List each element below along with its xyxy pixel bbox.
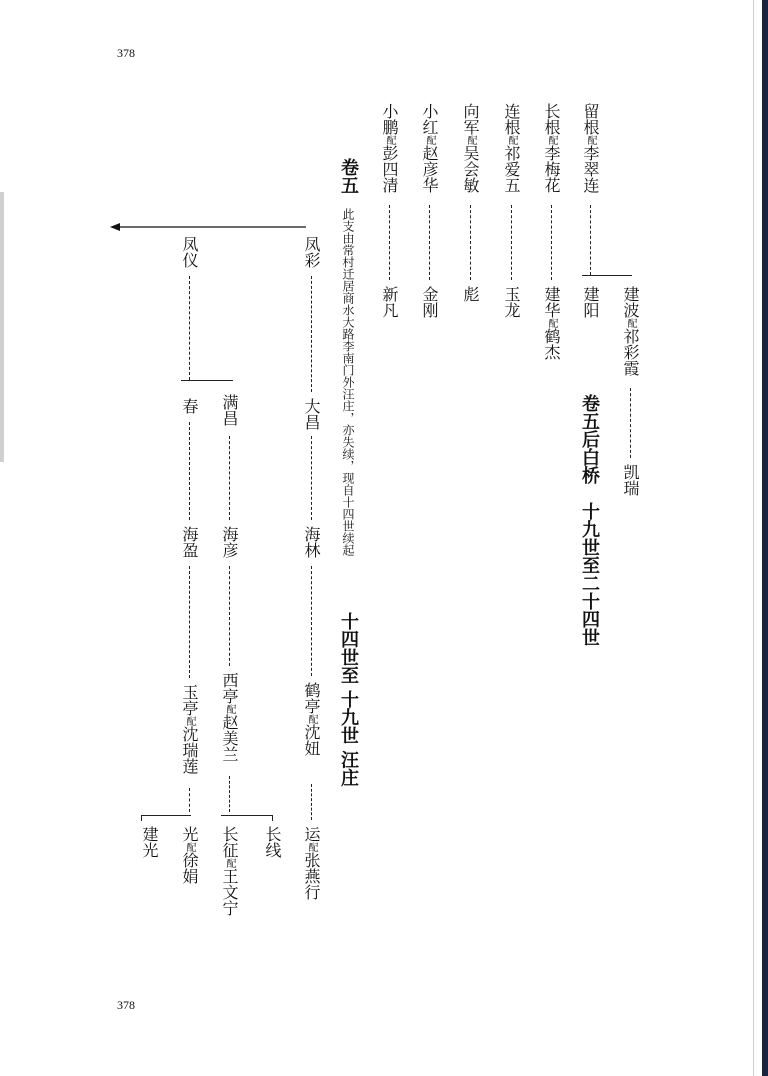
person-heting: 鹤亭配沈妞 [302, 682, 321, 756]
bracket-liugen-sons [582, 275, 632, 276]
line-xiaohong [429, 205, 430, 280]
person-liugen: 留根配李翠连 [581, 103, 600, 193]
line-jianbo [630, 388, 631, 458]
line-changgen [551, 205, 552, 280]
line-xiangjun [470, 205, 471, 280]
person-jianbo: 建波配祁彩霞 [621, 286, 640, 376]
person-yulong: 玉龙 [502, 286, 521, 318]
line-yuting [189, 788, 190, 812]
person-changzheng: 长征配王文宁 [220, 826, 239, 916]
person-hailin: 海林 [302, 526, 321, 558]
person-xiaohong: 小红配赵彦华 [420, 103, 439, 193]
person-jingang: 金刚 [420, 286, 439, 318]
line-xiaopeng [389, 205, 390, 280]
person-guang: 光配徐娟 [180, 826, 199, 884]
person-jianguang: 建光 [140, 826, 159, 858]
bracket-fengyi-sons [181, 380, 233, 381]
margin-tab [0, 192, 4, 462]
line-fengyi [189, 276, 190, 380]
person-fengcai: 凤彩 [302, 236, 321, 268]
heading-wangzhuang-range: 十四世至 十九世 汪庄 [338, 612, 359, 787]
person-changxian: 长线 [263, 826, 282, 858]
line-heting [311, 784, 312, 820]
line-haiying [189, 566, 190, 678]
line-dachang [311, 436, 312, 520]
line-haiyan [229, 566, 230, 666]
page-edge-line [753, 0, 754, 1076]
person-xiaopeng: 小鹏配彭四清 [380, 103, 399, 193]
person-yun: 运配张燕行 [302, 826, 321, 900]
bracket-tick-jianguang [141, 815, 142, 821]
heading-migration-note: 此支由常村迁居商水大路李南门外汪庄，亦失续，现自十四世续起 [341, 208, 355, 556]
book-spine-edge [762, 0, 768, 1076]
line-liangen [511, 205, 512, 280]
person-yuting: 玉亭配沈瑞莲 [180, 684, 199, 774]
person-xiangjun: 向军配吴会敏 [461, 103, 480, 193]
person-changgen: 长根配李梅花 [542, 103, 561, 193]
line-hailin [311, 566, 312, 676]
person-biao: 彪 [461, 286, 480, 302]
line-manchang [229, 436, 230, 520]
line-xiting [229, 776, 230, 812]
person-haiyan: 海彦 [220, 526, 239, 558]
person-xiting: 西亭配赵美兰 [220, 672, 239, 762]
page-number-bottom: 378 [117, 998, 135, 1012]
person-chun: 春 [180, 398, 199, 414]
person-kairui: 凯瑞 [621, 464, 640, 496]
person-manchang: 满昌 [220, 394, 239, 426]
line-liugen [590, 205, 591, 275]
continuation-arrow [108, 220, 308, 234]
person-haiying: 海盈 [180, 526, 199, 558]
heading-baihouqiao: 卷五后白桥 十九世至二十四世 [579, 394, 600, 646]
heading-volume-five: 卷五 [338, 158, 359, 194]
bracket-yuting-sons [141, 815, 191, 816]
person-dachang: 大昌 [302, 398, 321, 430]
line-chun [189, 422, 190, 520]
page-number-top: 378 [117, 46, 135, 60]
person-fengyi: 凤仪 [180, 236, 199, 268]
person-jianyang: 建阳 [581, 286, 600, 318]
line-fengcai [311, 276, 312, 392]
bracket-tick-changxian [272, 815, 273, 821]
person-liangen: 连根配祁爱五 [502, 103, 521, 193]
person-jianhua: 建华配鹤杰 [542, 286, 561, 360]
bracket-xiting-sons [221, 815, 273, 816]
person-xinfan: 新凡 [380, 286, 399, 318]
